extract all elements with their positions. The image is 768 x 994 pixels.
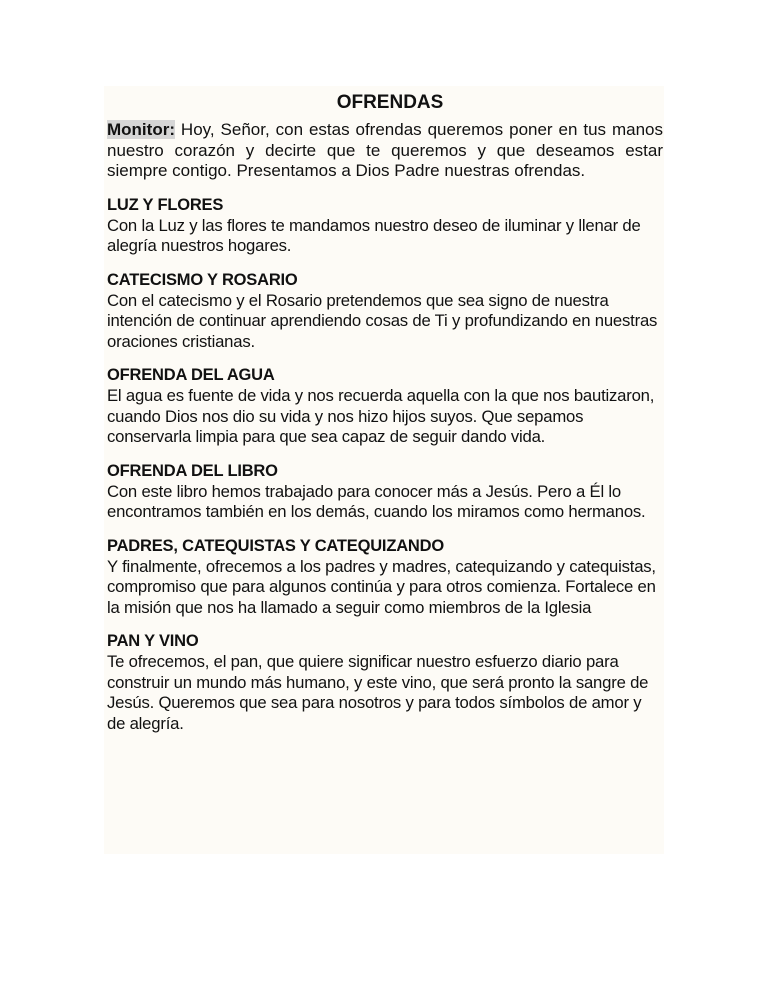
section-heading: PAN Y VINO — [107, 632, 199, 650]
section-luz-y-flores — [107, 195, 663, 257]
page-title: OFRENDAS — [336, 92, 444, 113]
section-catecismo-y-rosario — [107, 270, 663, 353]
section-body: Con este libro hemos trabajado para conocer más a Jesús. Pero a Él lo encontramos también en los demás, cuando los miramos como hermanos. — [107, 481, 646, 521]
section-body: El agua es fuente de vida y nos recuerda aquella con la que nos bautizaron, cuando Dios nos dio su vida y nos hizo hijos suyos. Que sepamos conservarla limpia para que sea capaz de seguir dando vida. — [107, 386, 655, 446]
section-body: Con la Luz y las flores te mandamos nuestro deseo de iluminar y llenar de alegría nuestros hogares. — [107, 215, 641, 255]
document-content — [107, 88, 663, 747]
section-ofrenda-del-libro — [107, 461, 663, 523]
section-padres-catequistas — [107, 536, 663, 619]
section-heading: OFRENDA DEL LIBRO — [107, 461, 278, 480]
intro-paragraph — [107, 120, 663, 182]
section-heading: LUZ Y FLORES — [107, 195, 224, 214]
intro-text: Hoy, Señor, con estas ofrendas queremos poner en tus manos nuestro corazón y decirte que te queremos y que deseamos estar siempre contigo. Presentamos a Dios Padre nuestras ofrendas. — [107, 120, 663, 180]
section-pan-y-vino — [107, 631, 663, 734]
section-heading: CATECISMO Y ROSARIO — [107, 270, 298, 289]
section-ofrenda-del-agua — [107, 365, 663, 448]
section-body: Y finalmente, ofrecemos a los padres y madres, catequizando y catequistas, compromiso que para algunos continúa y para otros comienza. Fortalece en la misión que nos ha llamado a seguir como miembros de la Iglesia — [107, 556, 656, 617]
section-body: Con el catecismo y el Rosario pretendemos que sea signo de nuestra intención de continuar aprendiendo cosas de Ti y profundizando en nuestras oraciones cristianas. — [107, 290, 658, 351]
section-body: Te ofrecemos, el pan, que quiere significar nuestro esfuerzo diario para construir un mundo más humano, y este vino, que será pronto la sangre de Jesús. Queremos que sea para nosotros y para todos símbolos de amor y de alegría. — [107, 652, 649, 733]
section-heading: OFRENDA DEL AGUA — [107, 366, 275, 384]
section-heading: PADRES, CATEQUISTAS Y CATEQUIZANDO — [107, 536, 444, 555]
monitor-label: Monitor: — [107, 120, 175, 139]
